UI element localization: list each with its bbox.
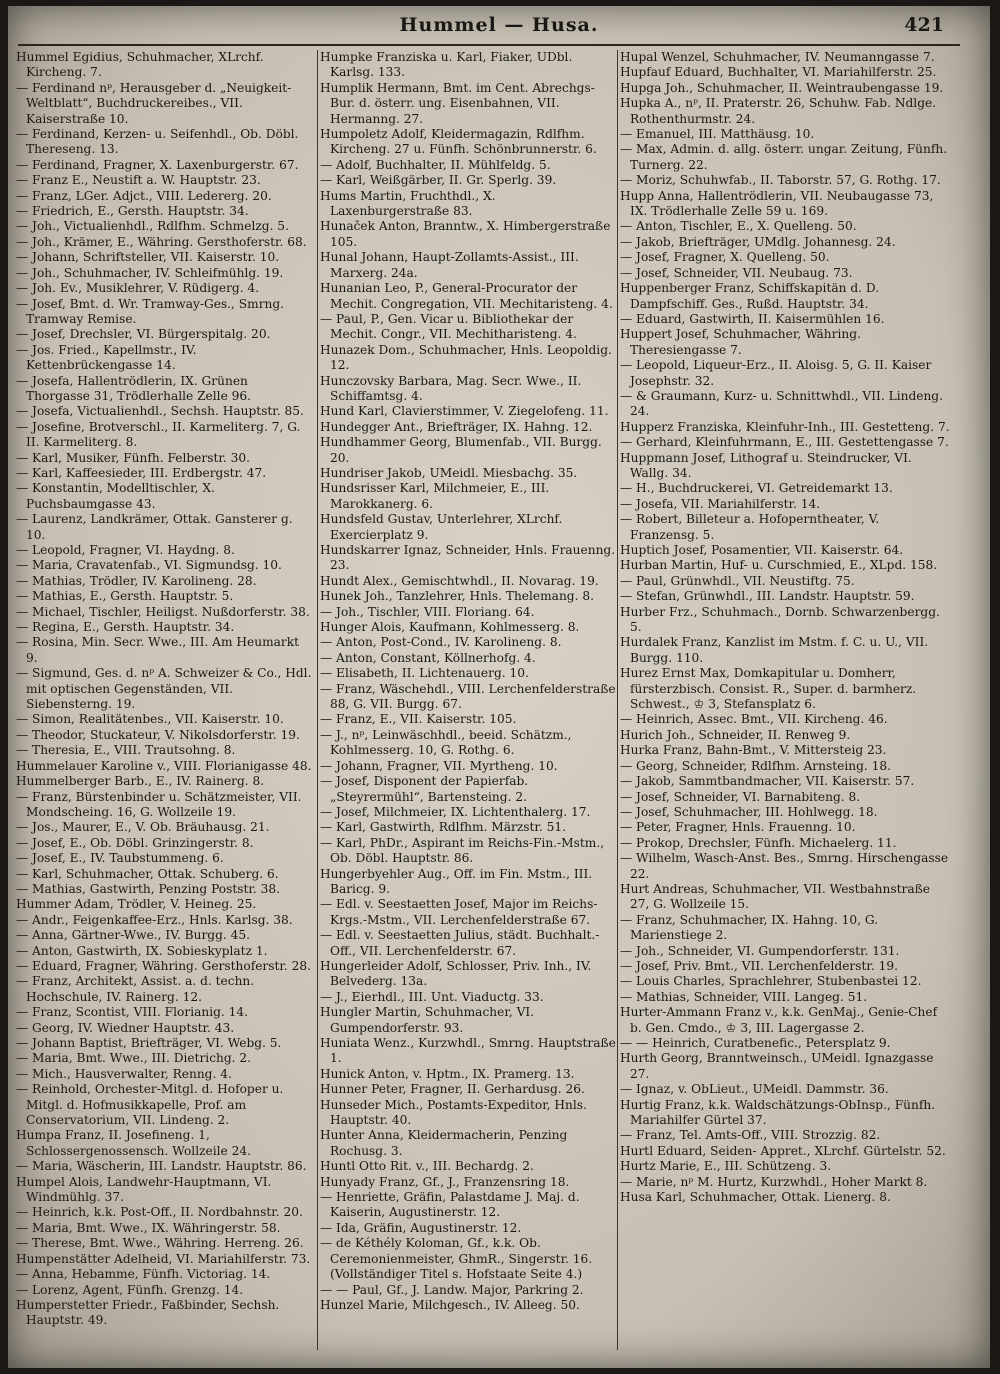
directory-entry: — Karl, Gastwirth, Rdlfhm. Märzstr. 51. [320,820,567,835]
directory-entry: Hupka A., nᵖ, II. Praterstr. 26, Schuhw. Fab. Ndlge. Rothenthurmstr. 24. [620,96,937,126]
directory-entry: — — Paul, Gf., J. Landw. Major, Parkring 2. [320,1282,584,1297]
directory-entry: — Anna, Hebamme, Fünfh. Victoriag. 14. [16,1267,271,1282]
directory-entry: Hummelauer Karoline v., VIII. Florianigasse 48. [16,758,312,773]
directory-entry: Hurich Joh., Schneider, II. Renweg 9. [620,727,851,742]
directory-entry: — Edl. v. Seestaetten Josef, Major im Reichs-Krgs.-Mstm., VII. Lerchenfelderstraße 67. [320,897,598,927]
directory-entry: — Joh., Krämer, E., Währing. Gersthoferstr. 68. [16,234,307,249]
directory-entry: — Andr., Feigenkaffee-Erz., Hnls. Karlsg. 38. [16,912,293,927]
directory-entry: — Max, Admin. d. allg. österr. ungar. Zeitung, Fünfh. Turnerg. 22. [620,142,948,172]
directory-entry: — Mathias, E., Gersth. Hauptstr. 5. [16,589,234,604]
directory-entry: Hungerbyehler Aug., Off. im Fin. Mstm., III. Baricg. 9. [320,866,593,896]
directory-entry: — Adolf, Buchhalter, II. Mühlfeldg. 5. [320,157,551,172]
directory-entry: — Mathias, Gastwirth, Penzing Poststr. 38. [16,881,281,896]
directory-entry: — Peter, Fragner, Hnls. Frauenng. 10. [620,820,856,835]
directory-entry: — Leopold, Liqueur-Erz., II. Aloisg. 5, G. II. Kaiser Josephstr. 32. [620,358,932,388]
directory-entry: — Friedrich, E., Gersth. Hauptstr. 34. [16,204,249,219]
directory-entry: — Prokop, Drechsler, Fünfh. Michaelerg. 11. [620,835,897,850]
directory-entry: — Stefan, Grünwhdl., III. Landstr. Hauptstr. 59. [620,589,915,604]
directory-entry: — Eduard, Gastwirth, II. Kaisermühlen 16. [620,311,885,326]
directory-entry: — Johann, Schriftsteller, VII. Kaiserstr. 10. [16,250,280,265]
directory-entry: — Lorenz, Agent, Fünfh. Grenzg. 14. [16,1282,244,1297]
directory-entry: Huntl Otto Rit. v., III. Bechardg. 2. [320,1159,534,1174]
directory-entry: — & Graumann, Kurz- u. Schnittwhdl., VII. Lindeng. 24. [620,388,943,419]
directory-entry: — Anton, Gastwirth, IX. Sobieskyplatz 1. [16,943,268,958]
directory-entry: — Gerhard, Kleinfuhrmann, E., III. Gestettengasse 7. [620,435,949,450]
directory-entry: Hurtz Marie, E., III. Schützeng. 3. [620,1159,832,1174]
directory-entry: Hurter-Ammann Franz v., k.k. GenMaj., Genie-Chef b. Gen. Cmdo., ♔ 3, III. Lagergasse 2. [620,1005,938,1035]
directory-entry: Hums Martin, Fruchthdl., X. Laxenburgerstraße 83. [320,188,496,219]
directory-entry: — Josefa, Victualienhdl., Sechsh. Hauptstr. 85. [16,404,304,419]
directory-entry: Hundt Alex., Gemischtwhdl., II. Novarag. 19. [320,573,599,588]
directory-entry: — Ida, Gräfin, Augustinerstr. 12. [320,1220,522,1235]
directory-entry: Hund Karl, Clavierstimmer, V. Ziegelofeng. 11. [320,404,609,419]
directory-entry: — Josefa, VII. Mariahilferstr. 14. [620,496,821,511]
directory-entry: — Anton, Post-Cond., IV. Karolineng. 8. [320,635,562,650]
directory-entry: Hundriser Jakob, UMeidl. Miesbachg. 35. [320,465,578,480]
directory-entry: — Wilhelm, Wasch-Anst. Bes., Smrng. Hirschengasse 22. [620,851,949,881]
directory-entry: — Karl, Kaffeesieder, III. Erdbergstr. 47. [16,465,267,480]
directory-entry: Hunaček Anton, Branntw., X. Himbergerstraße 105. [320,219,611,249]
directory-entry: Hundhammer Georg, Blumenfab., VII. Burgg. 20. [320,435,602,465]
directory-entry: — Ferdinand nᵖ, Herausgeber d. „Neuigkeit-Weltblatt“, Buchdruckereibes., VII. Kaiserstraße 10. [16,80,292,126]
directory-entry: — Konstantin, Modelltischler, X. Puchsbaumgasse 43. [16,481,215,511]
directory-entry: Husa Karl, Schuhmacher, Ottak. Lienerg. 8. [620,1190,891,1205]
directory-entry: — Franz, Wäschehdl., VIII. Lerchenfelderstraße 88, G. VII. Burgg. 67. [320,681,616,712]
directory-entry: — Josef, Fragner, X. Quelleng. 50. [620,250,830,265]
directory-entry: — Robert, Billeteur a. Hofoperntheater, V. Franzensg. 5. [620,512,880,542]
directory-entry: — Franz, Architekt, Assist. a. d. techn. Hochschule, IV. Rainerg. 12. [16,974,255,1004]
directory-entry: Hundegger Ant., Briefträger, IX. Hahng. 12. [320,419,593,434]
directory-entry: Hummer Adam, Trödler, V. Heineg. 25. [16,897,257,912]
directory-entry: — Georg, Schneider, Rdlfhm. Arnsteing. 18. [620,758,892,773]
directory-entry: — Jakob, Briefträger, UMdlg. Johannesg. 24. [620,234,896,249]
directory-entry: — Josef, Bmt. d. Wr. Tramway-Ges., Smrng. Tramway Remise. [16,296,285,326]
directory-entry: — J., nᵖ, Leinwäschhdl., beeid. Schätzm., Kohlmesserg. 10, G. Rothg. 6. [320,727,572,758]
directory-entry: Huniata Wenz., Kurzwhdl., Smrng. Hauptstraße 1. [320,1036,616,1066]
page-header [8,14,990,42]
directory-entry: Huppmann Josef, Lithograf u. Steindrucker, VI. Wallg. 34. [620,450,912,480]
directory-entry: — Moriz, Schuhwfab., II. Taborstr. 57, G. Rothg. 17. [620,173,941,188]
directory-entry: Hurban Martin, Huf- u. Curschmied, E., XLpd. 158. [620,558,938,573]
directory-entry: — Maria, Wäscherin, III. Landstr. Hauptstr. 86. [16,1159,307,1174]
column-3 [620,50,950,1360]
directory-entry: Hunek Joh., Tanzlehrer, Hnls. Thelemang. 8. [320,589,594,604]
directory-entry: — Emanuel, III. Matthäusg. 10. [620,127,815,142]
directory-entry: — Franz, Schuhmacher, IX. Hahng. 10, G. Marienstiege 2. [620,912,879,943]
directory-entry: — Maria, Cravatenfab., VI. Sigmundsg. 10. [16,558,282,573]
directory-entry: — Theresia, E., VIII. Trautsohng. 8. [16,743,236,758]
column-2 [320,50,618,1360]
directory-entry: Hupga Joh., Schuhmacher, II. Weintraubengasse 19. [620,80,944,95]
directory-entry: — Rosina, Min. Secr. Wwe., III. Am Heumarkt 9. [16,635,300,665]
directory-entry: Hunger Alois, Kaufmann, Kohlmesserg. 8. [320,620,580,635]
directory-entry: Hunzel Marie, Milchgesch., IV. Alleeg. 50. [320,1297,580,1312]
directory-entry: Humplik Hermann, Bmt. im Cent. Abrechgs-Bur. d. österr. ung. Eisenbahnen, VII. Hermanng. 27. [320,80,595,126]
directory-entry: Hunick Anton, v. Hptm., IX. Pramerg. 13. [320,1066,575,1081]
directory-entry: — Sigmund, Ges. d. nᵖ A. Schweizer & Co., Hdl. mit optischen Gegenständen, VII. Siebensterng. 19. [16,666,312,712]
directory-entry: — Ignaz, v. ObLieut., UMeidl. Dammstr. 36. [620,1082,889,1097]
directory-entry: — Josef, Drechsler, VI. Bürgerspitalg. 20. [16,327,271,342]
directory-entry: Hurber Frz., Schuhmach., Dornb. Schwarzenbergg. 5. [620,604,940,635]
directory-entry: Humpke Franziska u. Karl, Fiaker, UDbl. Karlsg. 133. [320,50,573,80]
header-rule [18,44,960,46]
directory-entry: — Paul, P., Gen. Vicar u. Bibliothekar der Mechit. Congr., VII. Mechitharisteng. 4. [320,311,577,342]
directory-entry: — Joh., Schuhmacher, IV. Schleifmühlg. 19. [16,265,284,280]
directory-entry: Humperstetter Friedr., Faßbinder, Sechsh. Hauptstr. 49. [16,1297,280,1328]
directory-entry: — Louis Charles, Sprachlehrer, Stubenbastei 12. [620,974,922,989]
directory-entry: Huptich Josef, Posamentier, VII. Kaiserstr. 64. [620,543,904,557]
page-number: 421 [904,14,944,36]
directory-entry: — Georg, IV. Wiedner Hauptstr. 43. [16,1020,235,1035]
directory-entry: — J., Eierhdl., III. Unt. Viaductg. 33. [320,989,544,1004]
directory-entry: — Mathias, Schneider, VIII. Langeg. 51. [620,989,868,1004]
directory-entry: — Heinrich, Assec. Bmt., VII. Kircheng. 46. [620,712,888,727]
directory-entry: Hunazek Dom., Schuhmacher, Hnls. Leopoldig. 12. [320,342,612,373]
directory-entry: Hunseder Mich., Postamts-Expeditor, Hnls. Hauptstr. 40. [320,1097,587,1128]
directory-entry: Hunczovsky Barbara, Mag. Secr. Wwe., II. Schiffamtsg. 4. [320,373,582,403]
directory-entry: — Reinhold, Orchester-Mitgl. d. Hofoper u. Mitgl. d. Hofmusikkapelle, Prof. am Conservatorium, VII. Lindeng. 2. [16,1082,284,1128]
directory-entry: — H., Buchdruckerei, VI. Getreidemarkt 13. [620,481,893,496]
directory-entry: Hurtl Eduard, Seiden- Appret., XLrchf. Gürtelstr. 52. [620,1143,946,1158]
directory-entry: Hurtig Franz, k.k. Waldschätzungs-ObInsp., Fünfh. Mariahilfer Gürtel 37. [620,1097,936,1128]
directory-entry: Hupfauf Eduard, Buchhalter, VI. Mariahilferstr. 25. [620,65,937,80]
directory-entry: — Josef, Priv. Bmt., VII. Lerchenfelderstr. 19. [620,958,898,973]
directory-entry: Hurka Franz, Bahn-Bmt., V. Mittersteig 23. [620,743,887,758]
directory-entry: — Franz, LGer. Adjct., VIII. Ledererg. 20. [16,188,272,203]
directory-entry: — Jos., Maurer, E., V. Ob. Bräuhausg. 21. [16,820,270,835]
directory-entry: — Karl, Musiker, Fünfh. Felberstr. 30. [16,450,250,465]
directory-entry: — Jakob, Sammtbandmacher, VII. Kaiserstr. 57. [620,774,915,789]
directory-entry: — Karl, PhDr., Aspirant im Reichs-Fin.-Mstm., Ob. Döbl. Hauptstr. 86. [320,835,605,866]
directory-entry: Hurez Ernst Max, Domkapitular u. Domherr, fürsterzbisch. Consist. R., Super. d. barmherz. Schwest., ♔ 3, Stefansplatz 6. [620,666,917,712]
directory-entry: — Johann, Fragner, VII. Myrtheng. 10. [320,758,558,773]
directory-entry: — Ferdinand, Kerzen- u. Seifenhdl., Ob. Döbl. Thereseng. 13. [16,127,299,157]
directory-entry: Hungerleider Adolf, Schlosser, Priv. Inh., IV. Belvederg. 13a. [320,958,592,989]
directory-entry: — Franz, Scontist, VIII. Florianig. 14. [16,1005,249,1020]
directory-entry: — Heinrich, k.k. Post-Off., II. Nordbahnstr. 20. [16,1205,303,1220]
directory-entry: Hunanian Leo, P., General-Procurator der Mechit. Congregation, VII. Mechitaristeng. 4. [320,281,613,311]
directory-entry: — Regina, E., Gersth. Hauptstr. 34. [16,620,235,635]
directory-entry: Hungler Martin, Schuhmacher, VI. Gumpendorferstr. 93. [320,1005,535,1035]
directory-entry: — Johann Baptist, Briefträger, VI. Webg. 5. [16,1036,282,1050]
directory-entry: Hunter Anna, Kleidermacherin, Penzing Rochusg. 3. [320,1128,568,1158]
directory-entry: Humpel Alois, Landwehr-Hauptmann, VI. Windmühlg. 37. [16,1174,272,1205]
directory-entry: — Mathias, Trödler, IV. Karolineng. 28. [16,573,257,588]
directory-entry: — Josef, Milchmeier, IX. Lichtenthalerg. 17. [320,804,591,819]
directory-entry: — Joh., Tischler, VIII. Floriang. 64. [320,604,535,619]
directory-entry: — Anton, Tischler, E., X. Quelleng. 50. [620,219,857,234]
directory-entry: — Marie, nᵖ M. Hurtz, Kurzwhdl., Hoher Markt 8. [620,1174,928,1189]
directory-entry: Hundsrisser Karl, Milchmeier, E., III. Marokkanerg. 6. [320,481,550,511]
directory-entry: Huppert Josef, Schuhmacher, Währing. Theresiengasse 7. [620,327,861,357]
directory-entry: — — Heinrich, Curatbenefic., Petersplatz 9. [620,1036,891,1050]
directory-entry: — Therese, Bmt. Wwe., Währing. Herreng. 26. [16,1236,304,1251]
directory-entry: — Josef, Schuhmacher, III. Hohlwegg. 18. [620,804,878,819]
column-divider [317,50,318,1350]
directory-entry: — Josefa, Hallentrödlerin, IX. Grünen Thorgasse 31, Trödlerhalle Zelle 96. [16,373,252,403]
directory-entry: — Michael, Tischler, Heiligst. Nußdorferstr. 38. [16,604,310,619]
directory-entry: — Josef, E., IV. Taubstummeng. 6. [16,851,224,866]
directory-entry: — Eduard, Fragner, Währing. Gersthoferstr. 28. [16,958,312,973]
running-head: Hummel — Husa. [399,14,599,36]
directory-entry: — Mich., Hausverwalter, Renng. 4. [16,1066,232,1081]
directory-entry: — Josef, Schneider, VII. Neubaug. 73. [620,265,853,280]
directory-entry: — Maria, Bmt. Wwe., IX. Währingerstr. 58. [16,1220,281,1235]
directory-entry: — Josef, E., Ob. Döbl. Grinzingerstr. 8. [16,835,254,850]
directory-entry: Hupperz Franziska, Kleinfuhr-Inh., III. Gestetteng. 7. [620,419,950,434]
directory-entry: — Paul, Grünwhdl., VII. Neustiftg. 75. [620,573,855,588]
directory-entry: — Jos. Fried., Kapellmstr., IV. Kettenbrückengasse 14. [16,342,197,373]
directory-entry: — Edl. v. Seestaetten Julius, städt. Buchhalt.-Off., VII. Lerchenfelderstr. 67. [320,928,600,958]
directory-entry: — Franz, Bürstenbinder u. Schätzmeister, VII. Mondscheing. 16, G. Wollzeile 19. [16,789,302,819]
directory-entry: Hupal Wenzel, Schuhmacher, IV. Neumanngasse 7. [620,50,935,64]
directory-entry: Huppenberger Franz, Schiffskapitän d. D. Dampfschiff. Ges., Rußd. Hauptstr. 34. [620,281,880,311]
directory-entry: Hummel Egidius, Schuhmacher, XLrchf. Kircheng. 7. [16,50,264,80]
directory-entry: Humpa Franz, II. Josefineng. 1, Schlossergenossensch. Wollzeile 24. [16,1128,251,1158]
directory-entry: — Laurenz, Landkrämer, Ottak. Gansterer g. 10. [16,512,293,542]
directory-entry: Hunner Peter, Fragner, II. Gerhardusg. 26. [320,1082,585,1097]
column-1 [16,50,314,1360]
directory-entry: — Joh., Victualienhdl., Rdlfhm. Schmelzg. 5. [16,219,289,234]
directory-entry: — Joh. Ev., Musiklehrer, V. Rüdigerg. 4. [16,281,260,296]
directory-entry: Humpenstätter Adelheid, VI. Mariahilferstr. 73. [16,1251,311,1266]
directory-entry: — Simon, Realitätenbes., VII. Kaiserstr. 10. [16,712,284,727]
directory-page [8,6,990,1368]
directory-entry: — Joh., Schneider, VI. Gumpendorferstr. 131. [620,943,900,958]
directory-entry: — Theodor, Stuckateur, V. Nikolsdorferstr. 19. [16,727,300,742]
directory-entry: Hummelberger Barb., E., IV. Rainerg. 8. [16,774,265,789]
directory-entry: — Leopold, Fragner, VI. Haydng. 8. [16,543,235,557]
directory-entry: Hundsfeld Gustav, Unterlehrer, XLrchf. Exercierplatz 9. [320,512,563,542]
directory-entry: — Josef, Disponent der Papierfab. „Steyrermühl“, Bartensteing. 2. [320,774,529,804]
directory-entry: Hundskarrer Ignaz, Schneider, Hnls. Frauenng. 23. [320,543,616,573]
directory-entry: Hurt Andreas, Schuhmacher, VII. Westbahnstraße 27, G. Wollzeile 15. [620,881,930,912]
directory-entry: Hurdalek Franz, Kanzlist im Mstm. f. C. u. U., VII. Burgg. 110. [620,635,929,665]
directory-entry: — Josefine, Brotverschl., II. Karmeliterg. 7, G. II. Karmeliterg. 8. [16,419,301,450]
directory-entry: — Anton, Constant, Köllnerhofg. 4. [320,650,536,665]
directory-entry: Hurth Georg, Branntweinsch., UMeidl. Ignazgasse 27. [620,1051,934,1081]
directory-entry: — Ferdinand, Fragner, X. Laxenburgerstr. 67. [16,157,299,172]
directory-entry: Hunal Johann, Haupt-Zollamts-Assist., III. Marxerg. 24a. [320,250,579,280]
directory-entry: — Karl, Weißgärber, II. Gr. Sperlg. 39. [320,173,557,188]
directory-entry: Hunyady Franz, Gf., J., Franzensring 18. [320,1174,570,1189]
directory-entry: Hupp Anna, Hallentrödlerin, VII. Neubaugasse 73, IX. Trödlerhalle Zelle 59 u. 169. [620,188,934,219]
directory-entry: — de Kéthély Koloman, Gf., k.k. Ob. Ceremonienmeister, GhmR., Singerstr. 16. (Vollständiger Titel s. Hofstaate Seite 4.) [320,1236,593,1282]
directory-entry: — Maria, Bmt. Wwe., III. Dietrichg. 2. [16,1051,252,1066]
directory-entry: — Franz, Tel. Amts-Off., VIII. Strozzig. 82. [620,1128,881,1143]
directory-entry: — Josef, Schneider, VI. Barnabiteng. 8. [620,789,861,804]
directory-entry: — Anna, Gärtner-Wwe., IV. Burgg. 45. [16,928,251,943]
directory-entry: — Henriette, Gräfin, Palastdame J. Maj. d. Kaiserin, Augustinerstr. 12. [320,1190,580,1220]
directory-entry: — Franz, E., VII. Kaiserstr. 105. [320,712,517,727]
directory-entry: — Franz E., Neustift a. W. Hauptstr. 23. [16,173,261,188]
directory-entry: — Elisabeth, II. Lichtenauerg. 10. [320,666,529,681]
directory-entry: — Karl, Schuhmacher, Ottak. Schuberg. 6. [16,866,279,881]
directory-entry: Humpoletz Adolf, Kleidermagazin, Rdlfhm. Kircheng. 27 u. Fünfh. Schönbrunnerstr. 6. [320,127,597,157]
